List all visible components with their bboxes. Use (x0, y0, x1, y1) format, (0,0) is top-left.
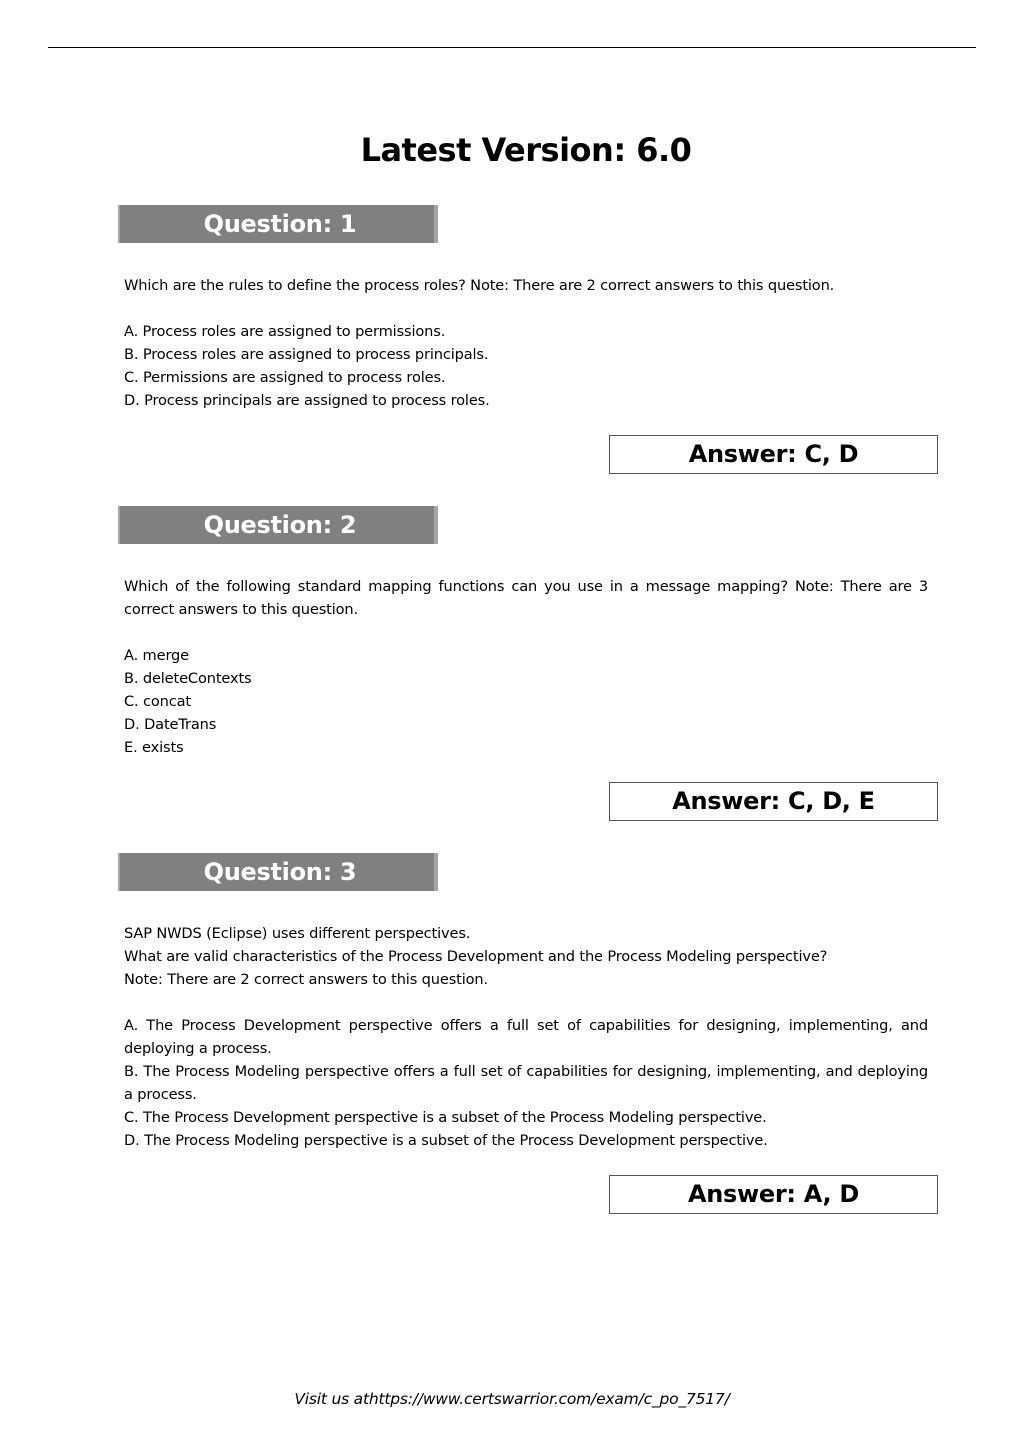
question-1-option-c: C. Permissions are assigned to process roles. (124, 369, 446, 386)
question-3-prompt-line-1: SAP NWDS (Eclipse) uses different perspectives. (124, 925, 471, 942)
footer-visit-link[interactable]: Visit us athttps://www.certswarrior.com/exam/c_po_7517/ (294, 1390, 730, 1408)
question-1-body (124, 274, 928, 412)
question-3-label: Question: 3 (203, 858, 357, 886)
question-3-header (118, 853, 438, 891)
question-3-body (124, 922, 928, 1152)
question-3-answer-box (609, 1175, 938, 1214)
top-divider (48, 47, 976, 48)
question-1-header (118, 205, 438, 243)
question-2-option-e: E. exists (124, 739, 184, 756)
question-2-prompt: Which of the following standard mapping functions can you use in a message mapping? Note: There are 3 correct answers to this question. (124, 578, 928, 618)
question-3-option-b: B. The Process Modeling perspective offers a full set of capabilities for designing, implementing, and deploying a process. (124, 1063, 928, 1103)
question-2-header (118, 506, 438, 544)
question-1-option-a: A. Process roles are assigned to permissions. (124, 323, 446, 340)
question-1-prompt: Which are the rules to define the process roles? Note: There are 2 correct answers to this question. (124, 277, 835, 294)
question-3-option-a: A. The Process Development perspective offers a full set of capabilities for designing, implementing, and deploying a process. (124, 1017, 928, 1057)
question-2-answer-box (609, 782, 938, 821)
question-2-option-b: B. deleteContexts (124, 670, 252, 687)
question-1-answer-box (609, 435, 938, 474)
question-3-option-d: D. The Process Modeling perspective is a subset of the Process Development perspective. (124, 1132, 768, 1149)
page-title: Latest Version: 6.0 (360, 131, 692, 169)
question-1-label: Question: 1 (203, 210, 357, 238)
question-2-body (124, 575, 928, 759)
question-1-option-b: B. Process roles are assigned to process principals. (124, 346, 489, 363)
question-3-prompt-line-2: What are valid characteristics of the Process Development and the Process Modeling perspective? (124, 948, 828, 965)
question-2-option-c: C. concat (124, 693, 192, 710)
question-3-prompt-line-3: Note: There are 2 correct answers to this question. (124, 971, 488, 988)
question-2-option-a: A. merge (124, 647, 189, 664)
question-1-option-d: D. Process principals are assigned to process roles. (124, 392, 490, 409)
question-3-option-c: C. The Process Development perspective is a subset of the Process Modeling perspective. (124, 1109, 767, 1126)
question-2-label: Question: 2 (203, 511, 357, 539)
question-3-answer: Answer: A, D (688, 1180, 859, 1208)
question-1-answer: Answer: C, D (688, 440, 859, 468)
question-2-answer: Answer: C, D, E (672, 787, 875, 815)
question-2-option-d: D. DateTrans (124, 716, 217, 733)
